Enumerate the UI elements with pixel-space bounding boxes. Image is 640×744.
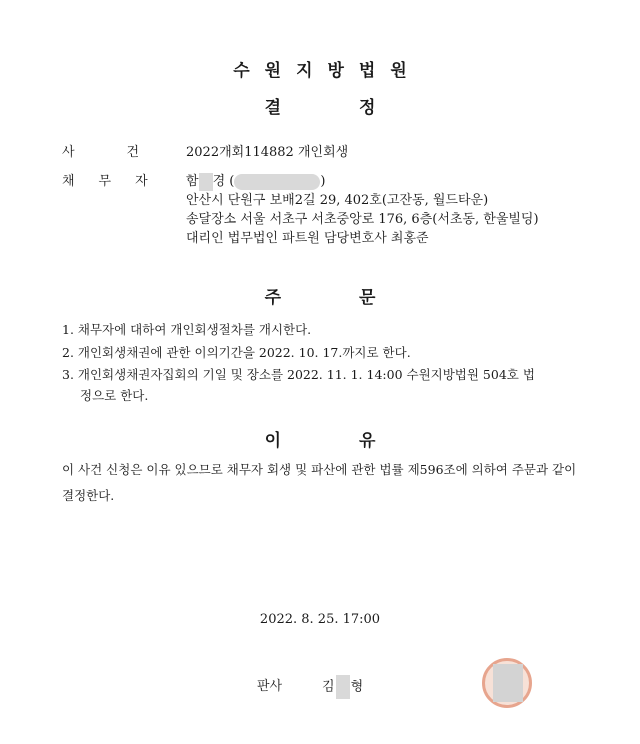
- debtor-label: [62, 170, 172, 189]
- order-item-2: 2. 개인회생채권에 관한 이의기간을 2022. 10. 17.까지로 한다.: [62, 345, 411, 360]
- case-label: [62, 141, 191, 160]
- order-title: [0, 283, 640, 308]
- debtor-name-close: ): [320, 174, 326, 189]
- debtor-name-first: 함: [186, 174, 199, 189]
- order-title-left: 주: [264, 288, 281, 308]
- judge-label: 판사: [257, 679, 283, 694]
- order-item-3-continued: 정으로 한다.: [80, 388, 149, 403]
- court-name: 수원지방법원: [233, 61, 422, 81]
- representative: 대리인 법무법인 파트원 담당변호사 최홍준: [186, 231, 429, 246]
- redaction-box: [234, 174, 320, 190]
- document-type-left: 결: [264, 98, 281, 118]
- redaction-box: [336, 675, 350, 699]
- reason-text: 이 사건 신청은 이유 있으므로 채무자 회생 및 파산에 관한 법률 제596조에 의하여 주문과 같이 결정한다.: [62, 462, 577, 503]
- judge-name: [322, 675, 363, 699]
- debtor-name: [186, 170, 325, 191]
- order-title-right: 문: [359, 288, 376, 308]
- case-label-text: 사건: [62, 145, 192, 160]
- reason-title-right: 유: [359, 431, 376, 451]
- judge-name-first: 김: [322, 679, 335, 695]
- debtor-name-last: 경 (: [212, 174, 235, 189]
- redaction-box: [199, 173, 213, 191]
- document-type-title: [0, 93, 640, 118]
- judge-name-last: 형: [350, 679, 364, 695]
- decision-date: 2022. 8. 25. 17:00: [259, 612, 381, 627]
- document-type-right: 정: [359, 98, 376, 118]
- order-item-1: 1. 채무자에 대하여 개인회생절차를 개시한다.: [62, 322, 312, 337]
- debtor-label-text: 채무자: [62, 174, 172, 189]
- service-address: 송달장소 서울 서초구 서초중앙로 176, 6층(서초동, 한울빌딩): [186, 212, 539, 227]
- seal-redaction-box: [493, 664, 523, 702]
- debtor-address: 안산시 단원구 보배2길 29, 402호(고잔동, 월드타운): [186, 193, 489, 208]
- reason-title: [0, 426, 640, 451]
- reason-title-left: 이: [264, 431, 281, 451]
- order-item-3: 3. 개인회생채권자집회의 기일 및 장소를 2022. 11. 1. 14:00 수원지방법원 504호 법: [62, 367, 535, 382]
- case-value: 2022개회114882 개인회생: [186, 145, 349, 160]
